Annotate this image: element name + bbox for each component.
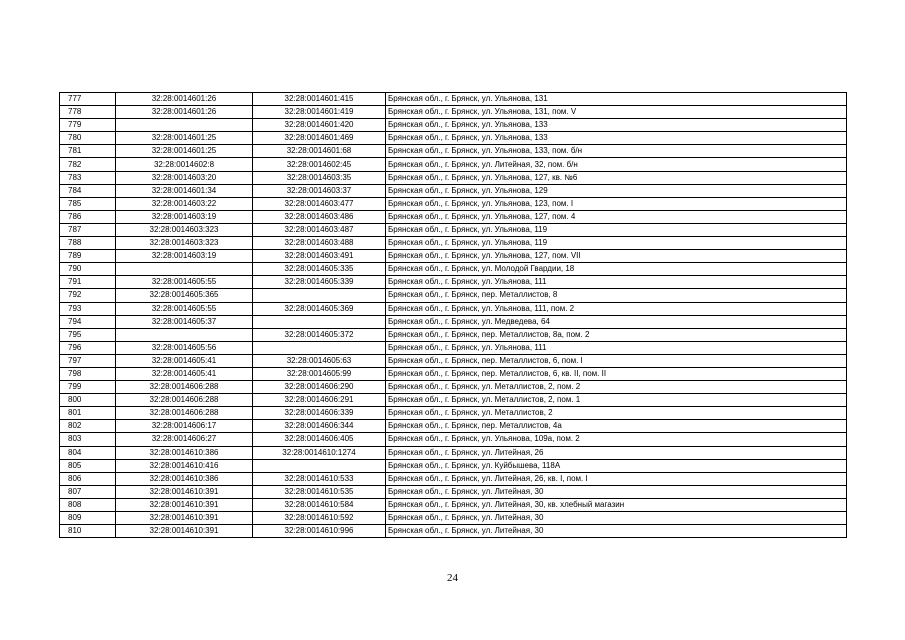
row-number-cell: 779 bbox=[60, 119, 116, 132]
land-cadastral-number-cell: 32:28:0014602:8 bbox=[116, 158, 253, 171]
land-cadastral-number-cell: 32:28:0014603:19 bbox=[116, 250, 253, 263]
row-number-cell: 791 bbox=[60, 276, 116, 289]
address-cell: Брянская обл., г. Брянск, ул. Ульянова, 131, пом. V bbox=[386, 106, 847, 119]
land-cadastral-number-cell: 32:28:0014610:391 bbox=[116, 498, 253, 511]
object-cadastral-number-cell: 32:28:0014603:491 bbox=[253, 250, 386, 263]
table-row bbox=[60, 93, 847, 106]
table-row bbox=[60, 512, 847, 525]
row-number-cell: 780 bbox=[60, 132, 116, 145]
land-cadastral-number-cell bbox=[116, 119, 253, 132]
object-cadastral-number-cell: 32:28:0014603:37 bbox=[253, 184, 386, 197]
row-number-cell: 796 bbox=[60, 341, 116, 354]
row-number-cell: 794 bbox=[60, 315, 116, 328]
row-number-cell: 802 bbox=[60, 420, 116, 433]
land-cadastral-number-cell: 32:28:0014610:386 bbox=[116, 472, 253, 485]
table-row bbox=[60, 289, 847, 302]
row-number-cell: 797 bbox=[60, 354, 116, 367]
object-cadastral-number-cell: 32:28:0014605:339 bbox=[253, 276, 386, 289]
object-cadastral-number-cell: 32:28:0014601:415 bbox=[253, 93, 386, 106]
land-cadastral-number-cell: 32:28:0014605:365 bbox=[116, 289, 253, 302]
object-cadastral-number-cell: 32:28:0014605:372 bbox=[253, 328, 386, 341]
row-number-cell: 810 bbox=[60, 525, 116, 538]
table-row bbox=[60, 485, 847, 498]
land-cadastral-number-cell: 32:28:0014603:323 bbox=[116, 223, 253, 236]
table-row bbox=[60, 459, 847, 472]
address-cell: Брянская обл., г. Брянск, ул. Ульянова, 129 bbox=[386, 184, 847, 197]
address-cell: Брянская обл., г. Брянск, ул. Ульянова, 133 bbox=[386, 119, 847, 132]
address-cell: Брянская обл., г. Брянск, пер. Металлистов, 6, кв. II, пом. II bbox=[386, 367, 847, 380]
address-cell: Брянская обл., г. Брянск, пер. Металлистов, 8а, пом. 2 bbox=[386, 328, 847, 341]
address-cell: Брянская обл., г. Брянск, ул. Ульянова, 111 bbox=[386, 341, 847, 354]
land-cadastral-number-cell bbox=[116, 328, 253, 341]
row-number-cell: 778 bbox=[60, 106, 116, 119]
land-cadastral-number-cell: 32:28:0014605:55 bbox=[116, 302, 253, 315]
table-row bbox=[60, 420, 847, 433]
table-row bbox=[60, 354, 847, 367]
address-cell: Брянская обл., г. Брянск, ул. Литейная, 30 bbox=[386, 525, 847, 538]
table-row bbox=[60, 394, 847, 407]
object-cadastral-number-cell: 32:28:0014603:488 bbox=[253, 237, 386, 250]
object-cadastral-number-cell: 32:28:0014605:63 bbox=[253, 354, 386, 367]
land-cadastral-number-cell: 32:28:0014603:22 bbox=[116, 197, 253, 210]
land-cadastral-number-cell: 32:28:0014605:41 bbox=[116, 367, 253, 380]
land-cadastral-number-cell: 32:28:0014606:288 bbox=[116, 407, 253, 420]
table-row bbox=[60, 184, 847, 197]
object-cadastral-number-cell: 32:28:0014601:68 bbox=[253, 145, 386, 158]
address-cell: Брянская обл., г. Брянск, ул. Литейная, 26 bbox=[386, 446, 847, 459]
row-number-cell: 789 bbox=[60, 250, 116, 263]
address-cell: Брянская обл., г. Брянск, пер. Металлистов, 4а bbox=[386, 420, 847, 433]
row-number-cell: 782 bbox=[60, 158, 116, 171]
address-cell: Брянская обл., г. Брянск, пер. Металлистов, 6, пом. I bbox=[386, 354, 847, 367]
registry-table-body bbox=[60, 93, 847, 538]
object-cadastral-number-cell: 32:28:0014601:420 bbox=[253, 119, 386, 132]
table-row bbox=[60, 472, 847, 485]
land-cadastral-number-cell: 32:28:0014601:34 bbox=[116, 184, 253, 197]
table-row bbox=[60, 498, 847, 511]
address-cell: Брянская обл., г. Брянск, пер. Металлистов, 8 bbox=[386, 289, 847, 302]
row-number-cell: 805 bbox=[60, 459, 116, 472]
address-cell: Брянская обл., г. Брянск, ул. Ульянова, 127, пом. VII bbox=[386, 250, 847, 263]
table-row bbox=[60, 276, 847, 289]
table-row bbox=[60, 381, 847, 394]
table-row bbox=[60, 263, 847, 276]
land-cadastral-number-cell: 32:28:0014601:25 bbox=[116, 145, 253, 158]
address-cell: Брянская обл., г. Брянск, ул. Ульянова, 127, кв. №6 bbox=[386, 171, 847, 184]
land-cadastral-number-cell: 32:28:0014606:17 bbox=[116, 420, 253, 433]
land-cadastral-number-cell: 32:28:0014601:26 bbox=[116, 93, 253, 106]
object-cadastral-number-cell: 32:28:0014603:487 bbox=[253, 223, 386, 236]
row-number-cell: 793 bbox=[60, 302, 116, 315]
row-number-cell: 808 bbox=[60, 498, 116, 511]
table-row bbox=[60, 171, 847, 184]
object-cadastral-number-cell bbox=[253, 341, 386, 354]
address-cell: Брянская обл., г. Брянск, ул. Ульянова, 133 bbox=[386, 132, 847, 145]
address-cell: Брянская обл., г. Брянск, ул. Металлистов, 2, пом. 2 bbox=[386, 381, 847, 394]
land-cadastral-number-cell: 32:28:0014610:416 bbox=[116, 459, 253, 472]
row-number-cell: 783 bbox=[60, 171, 116, 184]
object-cadastral-number-cell: 32:28:0014601:419 bbox=[253, 106, 386, 119]
land-cadastral-number-cell: 32:28:0014606:288 bbox=[116, 381, 253, 394]
object-cadastral-number-cell: 32:28:0014602:45 bbox=[253, 158, 386, 171]
address-cell: Брянская обл., г. Брянск, ул. Литейная, 30, кв. хлебный магазин bbox=[386, 498, 847, 511]
row-number-cell: 799 bbox=[60, 381, 116, 394]
object-cadastral-number-cell bbox=[253, 315, 386, 328]
land-cadastral-number-cell: 32:28:0014601:25 bbox=[116, 132, 253, 145]
object-cadastral-number-cell bbox=[253, 459, 386, 472]
row-number-cell: 807 bbox=[60, 485, 116, 498]
address-cell: Брянская обл., г. Брянск, ул. Ульянова, 123, пом. I bbox=[386, 197, 847, 210]
table-row bbox=[60, 315, 847, 328]
land-cadastral-number-cell: 32:28:0014610:386 bbox=[116, 446, 253, 459]
object-cadastral-number-cell: 32:28:0014603:35 bbox=[253, 171, 386, 184]
object-cadastral-number-cell: 32:28:0014610:584 bbox=[253, 498, 386, 511]
row-number-cell: 801 bbox=[60, 407, 116, 420]
land-cadastral-number-cell: 32:28:0014605:56 bbox=[116, 341, 253, 354]
page-number: 24 bbox=[447, 572, 458, 584]
address-cell: Брянская обл., г. Брянск, ул. Литейная, 30 bbox=[386, 512, 847, 525]
address-cell: Брянская обл., г. Брянск, ул. Ульянова, 111, пом. 2 bbox=[386, 302, 847, 315]
land-cadastral-number-cell: 32:28:0014606:27 bbox=[116, 433, 253, 446]
table-row bbox=[60, 433, 847, 446]
table-row bbox=[60, 210, 847, 223]
land-cadastral-number-cell: 32:28:0014603:323 bbox=[116, 237, 253, 250]
row-number-cell: 786 bbox=[60, 210, 116, 223]
row-number-cell: 804 bbox=[60, 446, 116, 459]
land-cadastral-number-cell: 32:28:0014610:391 bbox=[116, 485, 253, 498]
land-cadastral-number-cell: 32:28:0014603:19 bbox=[116, 210, 253, 223]
address-cell: Брянская обл., г. Брянск, ул. Ульянова, 111 bbox=[386, 276, 847, 289]
object-cadastral-number-cell: 32:28:0014610:1274 bbox=[253, 446, 386, 459]
address-cell: Брянская обл., г. Брянск, ул. Ульянова, 119 bbox=[386, 237, 847, 250]
address-cell: Брянская обл., г. Брянск, ул. Молодой Гвардии, 18 bbox=[386, 263, 847, 276]
land-cadastral-number-cell: 32:28:0014605:37 bbox=[116, 315, 253, 328]
object-cadastral-number-cell: 32:28:0014606:344 bbox=[253, 420, 386, 433]
object-cadastral-number-cell: 32:28:0014603:477 bbox=[253, 197, 386, 210]
object-cadastral-number-cell: 32:28:0014606:291 bbox=[253, 394, 386, 407]
land-cadastral-number-cell: 32:28:0014603:20 bbox=[116, 171, 253, 184]
row-number-cell: 788 bbox=[60, 237, 116, 250]
object-cadastral-number-cell: 32:28:0014605:99 bbox=[253, 367, 386, 380]
address-cell: Брянская обл., г. Брянск, ул. Медведева, 64 bbox=[386, 315, 847, 328]
table-row bbox=[60, 341, 847, 354]
table-row bbox=[60, 237, 847, 250]
land-cadastral-number-cell: 32:28:0014605:55 bbox=[116, 276, 253, 289]
address-cell: Брянская обл., г. Брянск, ул. Металлистов, 2, пом. 1 bbox=[386, 394, 847, 407]
row-number-cell: 777 bbox=[60, 93, 116, 106]
land-cadastral-number-cell: 32:28:0014610:391 bbox=[116, 525, 253, 538]
object-cadastral-number-cell: 32:28:0014610:592 bbox=[253, 512, 386, 525]
object-cadastral-number-cell: 32:28:0014601:469 bbox=[253, 132, 386, 145]
row-number-cell: 803 bbox=[60, 433, 116, 446]
object-cadastral-number-cell: 32:28:0014606:290 bbox=[253, 381, 386, 394]
address-cell: Брянская обл., г. Брянск, ул. Ульянова, 119 bbox=[386, 223, 847, 236]
address-cell: Брянская обл., г. Брянск, ул. Литейная, 30 bbox=[386, 485, 847, 498]
address-cell: Брянская обл., г. Брянск, ул. Куйбышева, 118А bbox=[386, 459, 847, 472]
row-number-cell: 809 bbox=[60, 512, 116, 525]
row-number-cell: 806 bbox=[60, 472, 116, 485]
address-cell: Брянская обл., г. Брянск, ул. Ульянова, 109а, пом. 2 bbox=[386, 433, 847, 446]
land-cadastral-number-cell: 32:28:0014606:288 bbox=[116, 394, 253, 407]
land-cadastral-number-cell: 32:28:0014610:391 bbox=[116, 512, 253, 525]
table-row bbox=[60, 158, 847, 171]
object-cadastral-number-cell bbox=[253, 289, 386, 302]
land-cadastral-number-cell: 32:28:0014605:41 bbox=[116, 354, 253, 367]
table-row bbox=[60, 525, 847, 538]
object-cadastral-number-cell: 32:28:0014605:335 bbox=[253, 263, 386, 276]
object-cadastral-number-cell: 32:28:0014606:405 bbox=[253, 433, 386, 446]
object-cadastral-number-cell: 32:28:0014606:339 bbox=[253, 407, 386, 420]
table-row bbox=[60, 328, 847, 341]
address-cell: Брянская обл., г. Брянск, ул. Литейная, 32, пом. б/н bbox=[386, 158, 847, 171]
row-number-cell: 792 bbox=[60, 289, 116, 302]
table-row bbox=[60, 367, 847, 380]
address-cell: Брянская обл., г. Брянск, ул. Ульянова, 127, пом. 4 bbox=[386, 210, 847, 223]
land-cadastral-number-cell bbox=[116, 263, 253, 276]
object-cadastral-number-cell: 32:28:0014603:486 bbox=[253, 210, 386, 223]
address-cell: Брянская обл., г. Брянск, ул. Литейная, 26, кв. I, пом. I bbox=[386, 472, 847, 485]
table-row bbox=[60, 197, 847, 210]
address-cell: Брянская обл., г. Брянск, ул. Ульянова, 131 bbox=[386, 93, 847, 106]
land-cadastral-number-cell: 32:28:0014601:26 bbox=[116, 106, 253, 119]
row-number-cell: 785 bbox=[60, 197, 116, 210]
row-number-cell: 800 bbox=[60, 394, 116, 407]
row-number-cell: 784 bbox=[60, 184, 116, 197]
table-row bbox=[60, 132, 847, 145]
row-number-cell: 790 bbox=[60, 263, 116, 276]
object-cadastral-number-cell: 32:28:0014610:996 bbox=[253, 525, 386, 538]
table-row bbox=[60, 302, 847, 315]
table-row bbox=[60, 250, 847, 263]
registry-table bbox=[59, 92, 847, 538]
table-row bbox=[60, 106, 847, 119]
row-number-cell: 781 bbox=[60, 145, 116, 158]
object-cadastral-number-cell: 32:28:0014610:533 bbox=[253, 472, 386, 485]
object-cadastral-number-cell: 32:28:0014605:369 bbox=[253, 302, 386, 315]
table-row bbox=[60, 407, 847, 420]
table-row bbox=[60, 119, 847, 132]
table-row bbox=[60, 145, 847, 158]
row-number-cell: 795 bbox=[60, 328, 116, 341]
row-number-cell: 798 bbox=[60, 367, 116, 380]
address-cell: Брянская обл., г. Брянск, ул. Ульянова, 133, пом. б/н bbox=[386, 145, 847, 158]
table-row bbox=[60, 446, 847, 459]
address-cell: Брянская обл., г. Брянск, ул. Металлистов, 2 bbox=[386, 407, 847, 420]
row-number-cell: 787 bbox=[60, 223, 116, 236]
object-cadastral-number-cell: 32:28:0014610:535 bbox=[253, 485, 386, 498]
table-row bbox=[60, 223, 847, 236]
